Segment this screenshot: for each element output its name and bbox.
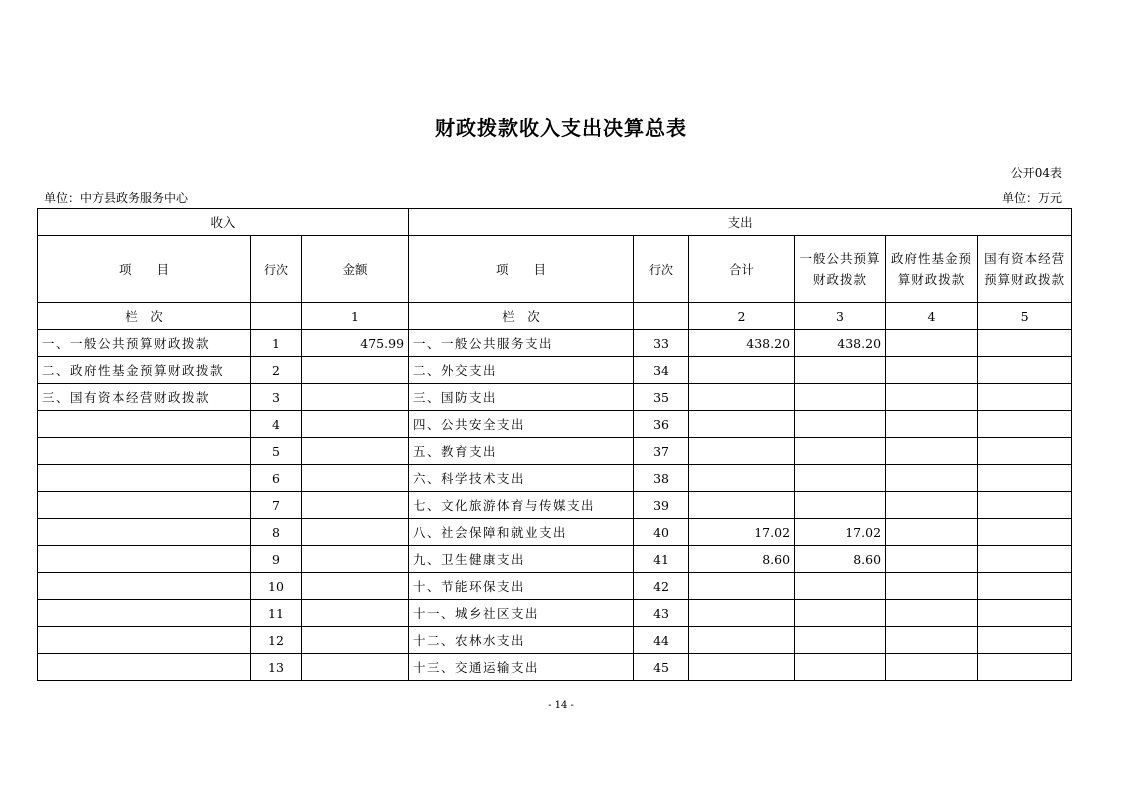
income-row-number: 8 <box>251 519 302 546</box>
income-row-number: 11 <box>251 600 302 627</box>
income-item-cell <box>38 465 251 492</box>
income-row-number: 10 <box>251 573 302 600</box>
general-budget-cell <box>795 357 886 384</box>
expense-item-cell: 八、社会保障和就业支出 <box>409 519 634 546</box>
table-row <box>38 573 1072 600</box>
column-label-income: 栏 次 <box>38 303 251 330</box>
income-amount-cell <box>302 600 409 627</box>
header-expense-row-no: 行次 <box>634 236 689 303</box>
column-number-empty <box>251 303 302 330</box>
general-budget-cell: 8.60 <box>795 546 886 573</box>
fund-budget-cell <box>886 357 978 384</box>
expense-row-number: 44 <box>634 627 689 654</box>
expense-item-cell: 六、科学技术支出 <box>409 465 634 492</box>
general-budget-cell <box>795 573 886 600</box>
table-row <box>38 600 1072 627</box>
total-amount-cell <box>689 465 795 492</box>
total-amount-cell <box>689 384 795 411</box>
state-capital-cell <box>978 357 1072 384</box>
table-row <box>38 330 1072 357</box>
income-amount-cell <box>302 492 409 519</box>
total-amount-cell <box>689 438 795 465</box>
expense-item-cell: 七、文化旅游体育与传媒支出 <box>409 492 634 519</box>
header-income: 收入 <box>38 209 409 236</box>
income-row-number: 2 <box>251 357 302 384</box>
income-row-number: 4 <box>251 411 302 438</box>
income-row-number: 6 <box>251 465 302 492</box>
total-amount-cell <box>689 654 795 681</box>
total-amount-cell <box>689 600 795 627</box>
total-amount-cell <box>689 627 795 654</box>
total-amount-cell: 8.60 <box>689 546 795 573</box>
state-capital-cell <box>978 330 1072 357</box>
table-row <box>38 465 1072 492</box>
header-general-budget: 一般公共预算财政拨款 <box>795 236 886 303</box>
state-capital-cell <box>978 573 1072 600</box>
income-row-number: 7 <box>251 492 302 519</box>
income-amount-cell <box>302 411 409 438</box>
general-budget-cell <box>795 465 886 492</box>
expense-item-cell: 二、外交支出 <box>409 357 634 384</box>
fund-budget-cell <box>886 546 978 573</box>
expense-row-number: 36 <box>634 411 689 438</box>
fund-budget-cell <box>886 654 978 681</box>
column-number-1: 1 <box>302 303 409 330</box>
general-budget-cell: 438.20 <box>795 330 886 357</box>
expense-row-number: 38 <box>634 465 689 492</box>
expense-item-cell: 一、一般公共服务支出 <box>409 330 634 357</box>
income-item-cell <box>38 654 251 681</box>
header-income-row-no: 行次 <box>251 236 302 303</box>
general-budget-cell: 17.02 <box>795 519 886 546</box>
fund-budget-cell <box>886 627 978 654</box>
general-budget-cell <box>795 492 886 519</box>
income-amount-cell <box>302 573 409 600</box>
table-row <box>38 546 1072 573</box>
state-capital-cell <box>978 492 1072 519</box>
table-row <box>38 627 1072 654</box>
income-item-cell <box>38 627 251 654</box>
header-expense: 支出 <box>409 209 1072 236</box>
column-label-expense: 栏 次 <box>409 303 634 330</box>
total-amount-cell <box>689 411 795 438</box>
expense-row-number: 43 <box>634 600 689 627</box>
income-item-cell: 一、一般公共预算财政拨款 <box>38 330 251 357</box>
income-row-number: 9 <box>251 546 302 573</box>
form-number: 公开04表 <box>1010 166 1062 180</box>
state-capital-cell <box>978 384 1072 411</box>
fund-budget-cell <box>886 519 978 546</box>
general-budget-cell <box>795 600 886 627</box>
income-amount-cell <box>302 519 409 546</box>
state-capital-cell <box>978 519 1072 546</box>
column-number-4: 4 <box>886 303 978 330</box>
column-number-3: 3 <box>795 303 886 330</box>
general-budget-cell <box>795 654 886 681</box>
expense-item-cell: 十二、农林水支出 <box>409 627 634 654</box>
total-amount-cell: 438.20 <box>689 330 795 357</box>
state-capital-cell <box>978 546 1072 573</box>
income-amount-cell <box>302 654 409 681</box>
table-row <box>38 411 1072 438</box>
state-capital-cell <box>978 627 1072 654</box>
income-item-cell <box>38 411 251 438</box>
expense-item-cell: 四、公共安全支出 <box>409 411 634 438</box>
total-amount-cell <box>689 492 795 519</box>
expense-row-number: 37 <box>634 438 689 465</box>
expense-row-number: 41 <box>634 546 689 573</box>
expense-item-cell: 五、教育支出 <box>409 438 634 465</box>
income-item-cell: 三、国有资本经营财政拨款 <box>38 384 251 411</box>
income-amount-cell <box>302 546 409 573</box>
unit-organization: 单位：中方县政务服务中心 <box>44 191 189 205</box>
expense-row-number: 34 <box>634 357 689 384</box>
state-capital-cell <box>978 654 1072 681</box>
general-budget-cell <box>795 384 886 411</box>
header-row-sections <box>38 209 1072 236</box>
column-number-empty <box>634 303 689 330</box>
table-row <box>38 519 1072 546</box>
state-capital-cell <box>978 465 1072 492</box>
page-title: 财政拨款收入支出决算总表 <box>435 116 687 140</box>
income-row-number: 13 <box>251 654 302 681</box>
income-row-number: 1 <box>251 330 302 357</box>
table-row <box>38 654 1072 681</box>
budget-summary-table <box>37 208 1072 681</box>
income-amount-cell <box>302 627 409 654</box>
expense-row-number: 42 <box>634 573 689 600</box>
fund-budget-cell <box>886 465 978 492</box>
income-row-number: 12 <box>251 627 302 654</box>
income-item-cell <box>38 546 251 573</box>
expense-item-cell: 十一、城乡社区支出 <box>409 600 634 627</box>
general-budget-cell <box>795 438 886 465</box>
fund-budget-cell <box>886 438 978 465</box>
table-row <box>38 438 1072 465</box>
expense-item-cell: 三、国防支出 <box>409 384 634 411</box>
fund-budget-cell <box>886 330 978 357</box>
state-capital-cell <box>978 411 1072 438</box>
table-row <box>38 384 1072 411</box>
table-row <box>38 492 1072 519</box>
fund-budget-cell <box>886 573 978 600</box>
expense-row-number: 33 <box>634 330 689 357</box>
column-number-2: 2 <box>689 303 795 330</box>
header-total: 合计 <box>689 236 795 303</box>
expense-row-number: 40 <box>634 519 689 546</box>
income-item-cell <box>38 573 251 600</box>
header-state-capital: 国有资本经营预算财政拨款 <box>978 236 1072 303</box>
income-item-cell <box>38 438 251 465</box>
header-income-amount: 金额 <box>302 236 409 303</box>
general-budget-cell <box>795 627 886 654</box>
income-item-cell: 二、政府性基金预算财政拨款 <box>38 357 251 384</box>
header-row-column-numbers <box>38 303 1072 330</box>
expense-row-number: 45 <box>634 654 689 681</box>
income-amount-cell <box>302 438 409 465</box>
header-income-item: 项 目 <box>38 236 251 303</box>
income-amount-cell <box>302 357 409 384</box>
income-row-number: 5 <box>251 438 302 465</box>
fund-budget-cell <box>886 600 978 627</box>
general-budget-cell <box>795 411 886 438</box>
state-capital-cell <box>978 438 1072 465</box>
expense-item-cell: 十三、交通运输支出 <box>409 654 634 681</box>
unit-currency: 单位：万元 <box>1001 191 1062 205</box>
income-row-number: 3 <box>251 384 302 411</box>
header-fund-budget: 政府性基金预算财政拨款 <box>886 236 978 303</box>
expense-row-number: 35 <box>634 384 689 411</box>
total-amount-cell: 17.02 <box>689 519 795 546</box>
income-amount-cell <box>302 384 409 411</box>
total-amount-cell <box>689 357 795 384</box>
total-amount-cell <box>689 573 795 600</box>
income-amount-cell: 475.99 <box>302 330 409 357</box>
header-expense-item: 项 目 <box>409 236 634 303</box>
table-row <box>38 357 1072 384</box>
fund-budget-cell <box>886 384 978 411</box>
expense-item-cell: 九、卫生健康支出 <box>409 546 634 573</box>
income-amount-cell <box>302 465 409 492</box>
state-capital-cell <box>978 600 1072 627</box>
expense-item-cell: 十、节能环保支出 <box>409 573 634 600</box>
header-row-columns <box>38 236 1072 303</box>
fund-budget-cell <box>886 411 978 438</box>
fund-budget-cell <box>886 492 978 519</box>
income-item-cell <box>38 600 251 627</box>
page-number: - 14 - <box>548 700 574 711</box>
expense-row-number: 39 <box>634 492 689 519</box>
income-item-cell <box>38 519 251 546</box>
income-item-cell <box>38 492 251 519</box>
column-number-5: 5 <box>978 303 1072 330</box>
